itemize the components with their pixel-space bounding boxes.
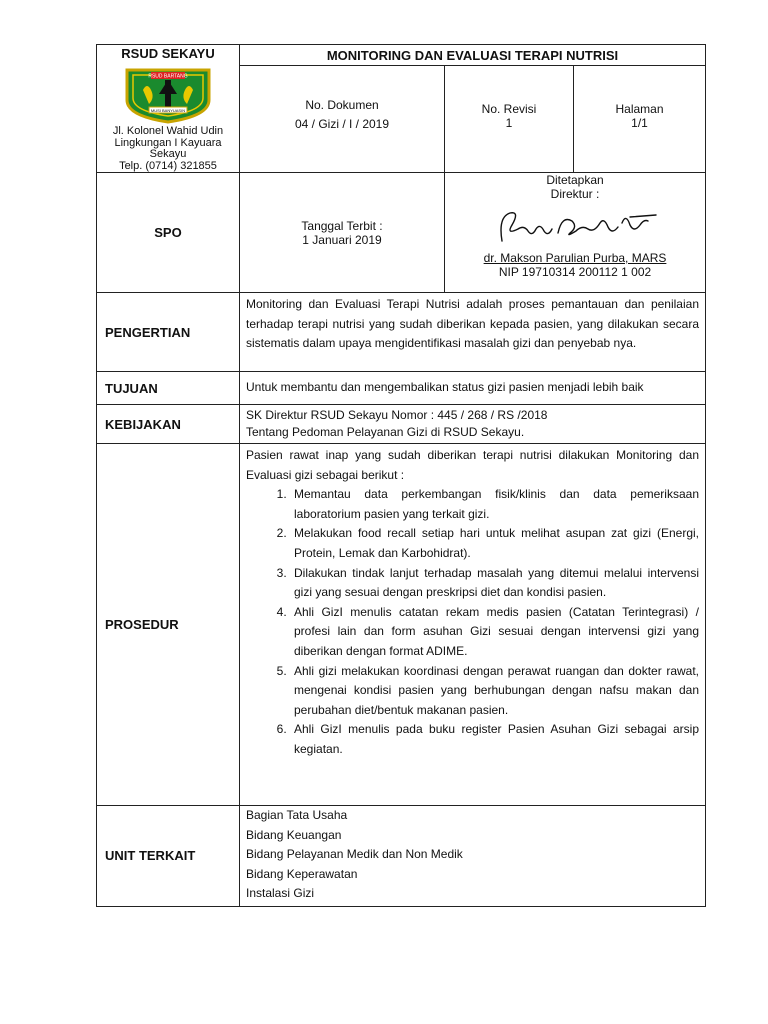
svg-text:MUSI BANYUASIN: MUSI BANYUASIN [150, 107, 186, 113]
hospital-name: RSUD SEKAYU [121, 46, 215, 61]
spo-cell [97, 173, 240, 293]
prosedur-content [240, 444, 706, 806]
approval-line2: Direktur : [550, 187, 600, 201]
unit-item: Instalasi Gizi [246, 886, 315, 901]
prosedur-step: 5. Ahli gizi melakukan koordinasi dengan perawat ruangan dan dokter rawat, mengenai kondisi pasien yang berhubungan dengan nafsu makan dan perubahan diet/bentuk makanan pasien. [290, 662, 699, 721]
sop-table [96, 44, 706, 907]
unit-item: Bagian Tata Usaha [246, 808, 348, 822]
issue-date-value: 1 Januari 2019 [302, 232, 382, 247]
page-label: Halaman [615, 102, 664, 117]
approval-cell [445, 173, 706, 293]
prosedur-label: PROSEDUR [97, 444, 240, 806]
page-cell [574, 66, 706, 173]
unit-terkait-list [240, 806, 706, 907]
unit-item: Bidang Keperawatan [246, 866, 358, 881]
page-value: 1/1 [631, 116, 648, 131]
kebijakan-label: KEBIJAKAN [97, 405, 240, 444]
revision-label: No. Revisi [481, 102, 537, 117]
hospital-logo [123, 64, 213, 124]
revision-cell [445, 66, 574, 173]
revision-value: 1 [505, 116, 513, 131]
prosedur-step: 6. Ahli GizI menulis pada buku register Pasien Asuhan Gizi sebagai arsip kegiatan. [290, 720, 699, 759]
director-signature [445, 203, 705, 251]
tujuan-text: Untuk membantu dan mengembalikan status gizi pasien menjadi lebih baik [240, 372, 706, 405]
document-title: MONITORING DAN EVALUASI TERAPI NUTRISI [240, 45, 706, 66]
tujuan-label: TUJUAN [97, 372, 240, 405]
unit-terkait-label: UNIT TERKAIT [97, 806, 240, 907]
spo-label: SPO [154, 225, 182, 240]
kebijakan-text [240, 405, 706, 444]
doc-number-label: No. Dokumen [305, 98, 379, 113]
doc-number-cell [240, 66, 445, 173]
kebijakan-line2: Tentang Pedoman Pelayanan Gizi di RSUD Sekayu. [246, 425, 525, 439]
prosedur-step: 2. Melakukan food recall setiap hari untuk melihat asupan zat gizi (Energi, Protein, Lemak dan Karbohidrat). [290, 524, 699, 563]
prosedur-steps [246, 485, 699, 759]
signer-name: dr. Makson Parulian Purba, MARS [483, 251, 667, 265]
approval-line1: Ditetapkan [546, 173, 604, 187]
hospital-cell [97, 45, 240, 173]
sop-document [96, 44, 705, 907]
unit-item: Bidang Pelayanan Medik dan Non Medik [246, 847, 463, 862]
signer-nip: NIP 19710314 200112 1 002 [498, 265, 652, 279]
prosedur-step: 3. Dilakukan tindak lanjut terhadap masalah yang ditemui melalui intervensi gizi yang sesuai dengan preskripsi diet dan kondisi pasien. [290, 564, 699, 603]
issue-date-label: Tanggal Terbit : [301, 218, 383, 233]
pengertian-text: Monitoring dan Evaluasi Terapi Nutrisi adalah proses pemantauan dan penilaian terhadap terapi nutrisi yang sudah diberikan kepada pasien, yang dilakukan secara sistematis dalam upaya mengidentifikasi masalah gizi dan penyebab nya. [240, 293, 706, 372]
hospital-address: Jl. Kolonel Wahid Udin Lingkungan I Kayuara Sekayu Telp. (0714) 321855 [112, 125, 224, 172]
prosedur-intro: Pasien rawat inap yang sudah diberikan terapi nutrisi dilakukan Monitoring dan Evaluasi gizi sebagai berikut : [246, 448, 699, 482]
prosedur-step: 4. Ahli GizI menulis catatan rekam medis pasien (Catatan Terintegrasi) / profesi lain dan form asuhan Gizi sesuai dengan intervensi gizi yang diberikan dengan format ADIME. [290, 603, 699, 662]
prosedur-step: 1. Memantau data perkembangan fisik/klinis dan data pemeriksaan laboratorium pasien yang terkait gizi. [290, 485, 699, 524]
unit-item: Bidang Keuangan [246, 827, 342, 842]
kebijakan-line1: SK Direktur RSUD Sekayu Nomor : 445 / 268 / RS /2018 [246, 408, 548, 422]
pengertian-label: PENGERTIAN [97, 293, 240, 372]
issue-date-cell [240, 173, 445, 293]
doc-number-value: 04 / Gizi / I / 2019 [294, 117, 390, 132]
svg-text:RSUD BARTANG: RSUD BARTANG [148, 73, 188, 80]
